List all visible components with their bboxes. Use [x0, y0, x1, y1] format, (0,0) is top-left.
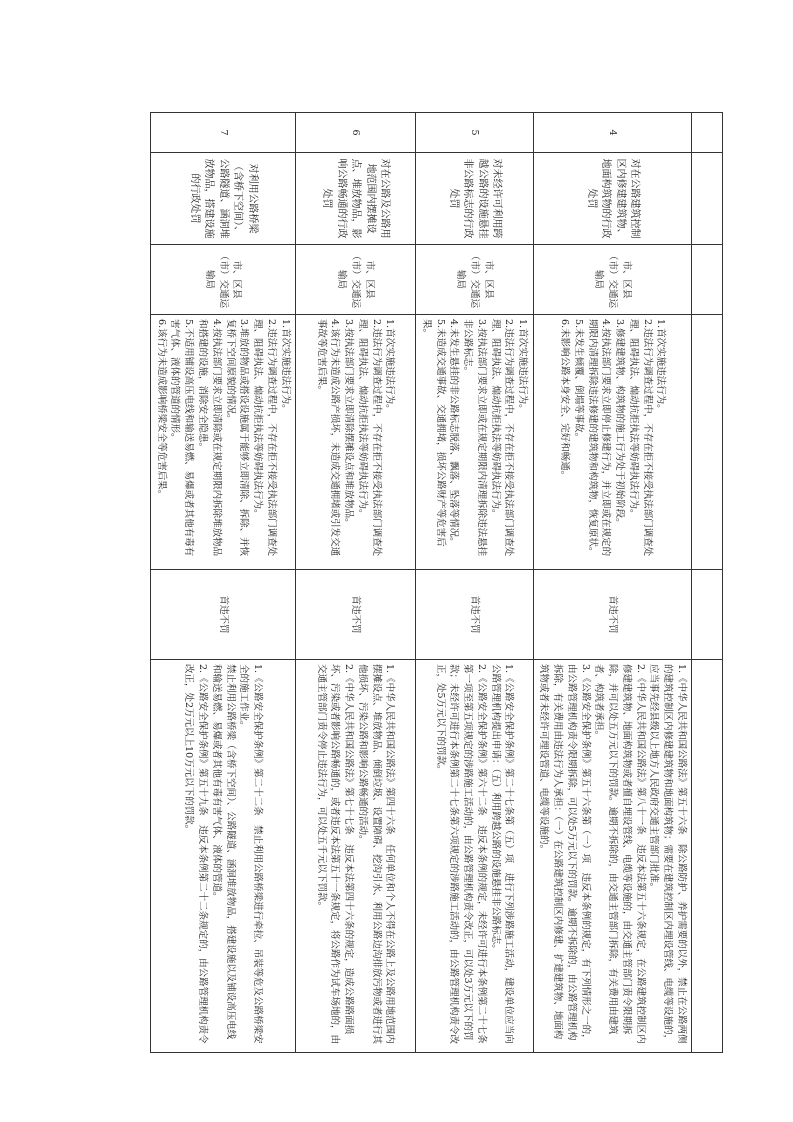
table-row [150, 113, 295, 1053]
basis-line: 3.《公路安全保护条例》第五十六条第（一）项 违反本条例的规定，有下列情形之一的，由公路管理机构责令限期拆除，可以处5万元以下的罚款。逾期不拆除的，由公路管理机构拆除，有关费用由违法行为人承担：（一）在公路建筑控制区内修建、扩建建筑物、地面构筑物或者未经许可埋设管道、电缆等设施的。 [538, 664, 591, 1044]
row-number [692, 113, 723, 153]
condition-line: 1.首次实施违法行为。 [517, 319, 529, 414]
condition-line: 2.违法行为调查过程中，不存在拒不接受执法部门调查处理、阻碍执法、煽动抗拒执法等妨碍执法行为。 [627, 319, 653, 557]
standard-cell: 首违不罚 [533, 570, 691, 660]
basis-line: 1.《中华人民共和国公路法》第四十六条 任何单位和个人不得在公路上及公路用地范围内摆摊设点、堆放物品、倾倒垃圾、设置障碍、挖沟引水、利用公路边沟排放污物或者进行其他损坏、污染公路和影响公路畅通的活动。 [356, 664, 396, 1045]
row-number: 4 [533, 113, 691, 153]
legal-basis-cell [533, 660, 691, 1053]
condition-line: 1.首次实施违法行为。 [279, 319, 291, 414]
condition-line: 3.修建建筑物、构筑物的施工行为处于初始阶段。 [614, 319, 626, 528]
enforcement-dept [692, 245, 723, 315]
basis-line: 2.《中华人民共和国公路法》第七十七条 违反本法第四十六条的规定，造成公路路面损坏、污染或者影响公路畅通的，或者违反本法第五十一条规定，将公路作为试车场地的，由交通主管部门责令停止违法行为，可以处五千元以下罚款。 [315, 664, 355, 1045]
enforcement-dept: 市、区县（市）交通运输局 [150, 245, 295, 315]
standard-cell: 首违不罚 [295, 570, 415, 660]
table-body [150, 113, 722, 1053]
condition-line: 1.首次实施违法行为。 [384, 319, 396, 414]
condition-line: 6.未影响公路本身安全、完好和畅通。 [559, 319, 570, 481]
enforcement-dept: 市、区县（市）交通运输局 [533, 245, 691, 315]
conditions-cell [295, 315, 415, 570]
basis-line: 2.《公路安全保护条例》第五十九条 违反本条例第二十二条规定的，由公路管理机构责令改正，处2万元以上10万元以下的罚款。 [183, 664, 208, 1044]
table-row [692, 113, 723, 1053]
condition-line: 2.违法行为调查过程中，不存在拒不接受执法部门调查处理、阻碍执法、煽动抗拒执法等妨碍执法行为。 [252, 319, 277, 557]
row-number: 7 [150, 113, 295, 153]
condition-line: 5.未发生倾覆、倒塌等事故。 [572, 319, 584, 443]
conditions-cell [692, 315, 723, 570]
item-name: 对在公路及公路用地范围内摆摊设点、堆放物品，影响公路畅通的行政处罚 [295, 153, 415, 245]
item-name: 对在公路建筑控制区内修建建筑物、地面构筑物的行政处罚 [533, 153, 691, 245]
conditions-cell [415, 315, 533, 570]
condition-line: 4.该行为未造成公路产损坏，未造成交通拥堵或引发交通事故等危害后果。 [315, 319, 341, 557]
enforcement-dept: 市、区县（市）交通运输局 [415, 245, 533, 315]
table-row [295, 113, 415, 1053]
conditions-cell [150, 315, 295, 570]
legal-basis-cell [415, 660, 533, 1053]
table-row [415, 113, 533, 1053]
basis-line: 2.《公路安全保护条例》第六十二条 违反本条例的规定，未经许可进行本条例第二十七条第一项至第五项规定的涉路施工活动的，由公路管理机构责令改正，可以处3万元以下的罚款；未经许可进行本条例第二十七条第六项规定的涉路施工活动的，由公路管理机构责令改正，处5万元以下的罚款。 [434, 664, 487, 1045]
basis-line: 禁止利用公路桥梁（含桥下空间）、公路隧道、涵洞堆放物品，搭建设施以及铺设高压电线和输送易燃、易爆或者其他有毒有害气体、液体的管道。 [210, 664, 236, 1040]
standard-cell: 首违不罚 [415, 570, 533, 660]
condition-line: 4.未发生悬挂的非公路标志脱落、飘落、坠落等情况。 [448, 319, 460, 547]
basis-line: 1.《公路安全保护条例》第二十二条 禁止利用公路桥梁进行牵拉、吊装等危及公路桥梁安全的施工作业。 [238, 664, 264, 1044]
standard-cell [692, 570, 723, 660]
basis-line: 1.《公路安全保护条例》第二十七条第（五）项 进行下列涉路施工活动，建设单位应当向公路管理机构提出申请：（五）利用跨越公路的设施悬挂非公路标志。 [489, 664, 515, 1044]
condition-line: 4.按执法部门要求立即停止修建行为，并立即或在规定的期限内清理拆除违法修建的建筑物和构筑物，恢复原状。 [586, 319, 612, 557]
condition-line: 2.违法行为调查过程中，不存在拒不接受执法部门调查处理、阻碍执法、煽动抗拒执法等妨碍执法行为。 [489, 319, 515, 557]
standard-cell: 首违不罚 [150, 570, 295, 660]
row-number: 5 [415, 113, 533, 153]
row-number: 6 [295, 113, 415, 153]
item-name: 对未经许可利用跨越公路的设施悬挂非公路标志的行政处罚 [415, 153, 533, 245]
condition-line: 2.违法行为调查过程中，不存在拒不接受执法部门调查处理、阻碍执法、煽动抗拒执法等妨碍执法行为。 [356, 319, 382, 557]
basis-line: 2.《中华人民共和国公路法》第八十一条 违反本法第五十六条规定，在公路建筑控制区内修建建筑物、地面构筑物或者擅自埋设管线、电缆等设施的，由交通主管部门责令限期拆除，并可以处五万元以下的罚款。逾期不拆除的，由交通主管部门拆除，有关费用由建筑者、构筑者承担。 [593, 664, 646, 1044]
basis-line: 1.《中华人民共和国公路法》第五十六条 除公路防护、养护需要的以外，禁止在公路两侧的建筑控制区内修建建筑物和地面构筑物；需要在建筑控制区内埋设管线、电缆等设施的，应当事先经县级以上地方人民政府交通主管部门批准。 [648, 664, 687, 1045]
item-name [692, 153, 723, 245]
item-name: 对利用公路桥梁（含桥下空间）、公路隧道、涵洞堆放物品，搭建设施的行政处罚 [150, 153, 295, 245]
penalty-exemption-table [150, 112, 723, 1053]
table-row [533, 113, 691, 1053]
enforcement-dept: 市、区县（市）交通运输局 [295, 245, 415, 315]
legal-basis-cell [692, 660, 723, 1053]
condition-line: 3.堆放的物品或搭设设施属于能够立即清除、拆除、并恢复桥下空间原貌的情况。 [224, 319, 250, 557]
condition-line: 5.未造成交通事故、交通拥堵，损坏公路财产等危害后果。 [420, 319, 446, 547]
condition-line: 1.首次实施违法行为。 [655, 319, 667, 414]
condition-line: 5.不适用铺设高压电线和输送易燃、易爆或者其他有毒有害气体、液体的管道的情形。 [169, 319, 195, 557]
legal-basis-cell [295, 660, 415, 1053]
condition-line: 3.按执法部门要求立即清除摆摊设点和堆放物品。 [343, 319, 355, 528]
condition-line: 3.按执法部门要求立即或在规定期限内清理拆除违法悬挂非公路标志。 [462, 319, 487, 557]
conditions-cell [533, 315, 691, 570]
condition-line: 4.按执法部门要求立即清除或在规定期限内拆除堆放物品和搭建的设施，消除安全隐患。 [196, 319, 222, 557]
legal-basis-cell [150, 660, 295, 1053]
condition-line: 6.该行为未造成影响桥梁安全等危害后果。 [155, 319, 167, 500]
